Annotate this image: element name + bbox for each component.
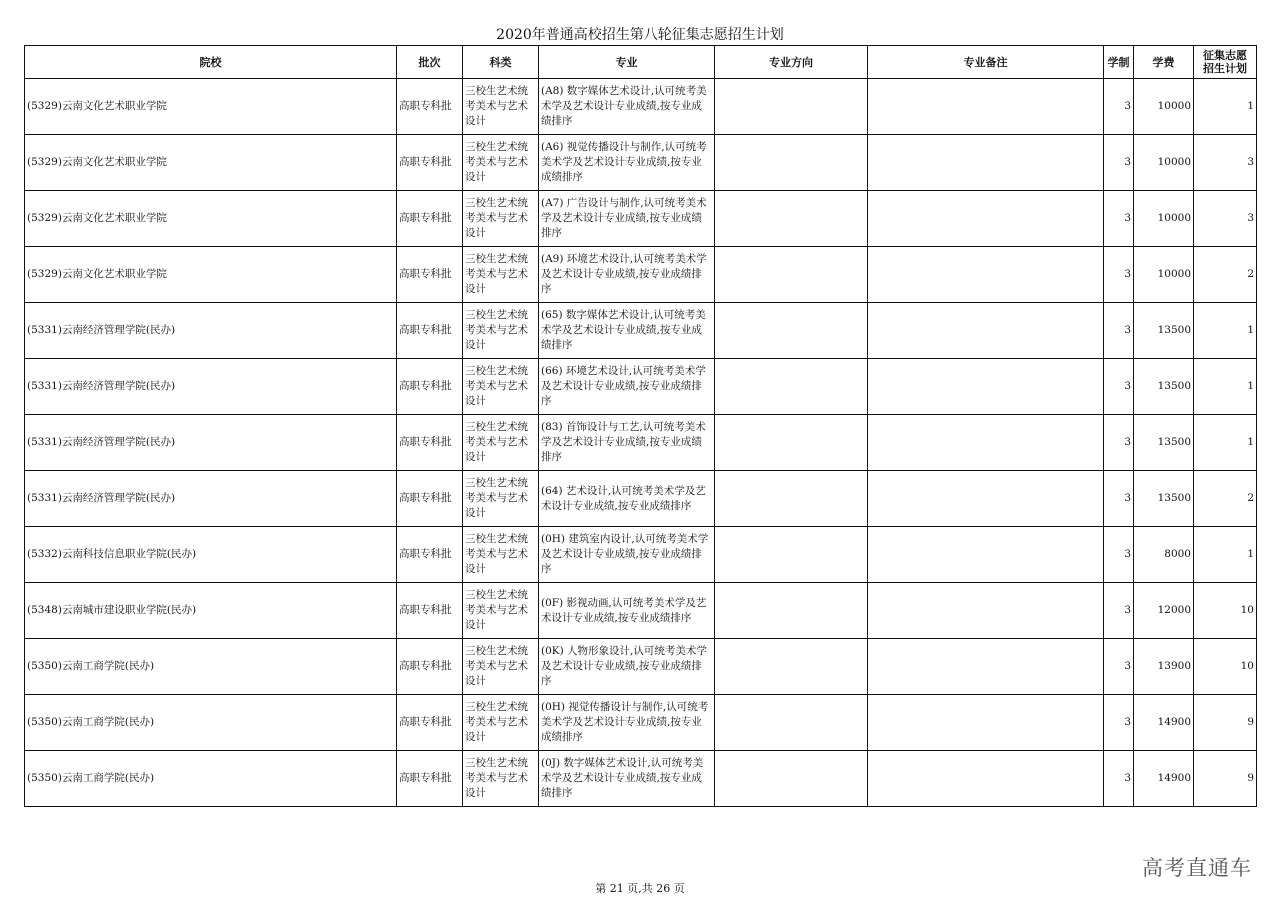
cell-fee: 13500	[1134, 359, 1194, 415]
cell-category: 三校生艺术统考美术与艺术设计	[463, 79, 539, 135]
cell-remark	[868, 359, 1104, 415]
cell-batch: 高职专科批	[397, 359, 463, 415]
cell-category: 三校生艺术统考美术与艺术设计	[463, 639, 539, 695]
cell-years: 3	[1104, 751, 1134, 807]
cell-direction	[715, 359, 868, 415]
cell-fee: 13500	[1134, 415, 1194, 471]
cell-school: (5331)云南经济管理学院(民办)	[25, 359, 397, 415]
cell-years: 3	[1104, 695, 1134, 751]
cell-fee: 10000	[1134, 135, 1194, 191]
table-header-row	[25, 46, 1257, 79]
cell-batch: 高职专科批	[397, 415, 463, 471]
cell-school: (5350)云南工商学院(民办)	[25, 751, 397, 807]
cell-batch: 高职专科批	[397, 79, 463, 135]
cell-plan: 1	[1194, 527, 1257, 583]
cell-major: (0J) 数字媒体艺术设计,认可统考美术学及艺术设计专业成绩,按专业成绩排序	[539, 751, 715, 807]
cell-years: 3	[1104, 583, 1134, 639]
cell-years: 3	[1104, 415, 1134, 471]
cell-fee: 13500	[1134, 471, 1194, 527]
cell-years: 3	[1104, 191, 1134, 247]
cell-plan: 3	[1194, 191, 1257, 247]
header-years: 学制	[1104, 46, 1134, 79]
table-row	[25, 79, 1257, 135]
table-row	[25, 583, 1257, 639]
cell-years: 3	[1104, 471, 1134, 527]
cell-direction	[715, 191, 868, 247]
header-remark: 专业备注	[868, 46, 1104, 79]
cell-direction	[715, 247, 868, 303]
cell-plan: 2	[1194, 471, 1257, 527]
cell-school: (5329)云南文化艺术职业学院	[25, 191, 397, 247]
cell-major: (0H) 建筑室内设计,认可统考美术学及艺术设计专业成绩,按专业成绩排序	[539, 527, 715, 583]
cell-remark	[868, 191, 1104, 247]
cell-remark	[868, 471, 1104, 527]
cell-years: 3	[1104, 527, 1134, 583]
cell-remark	[868, 247, 1104, 303]
cell-batch: 高职专科批	[397, 527, 463, 583]
cell-batch: 高职专科批	[397, 191, 463, 247]
cell-fee: 10000	[1134, 79, 1194, 135]
cell-direction	[715, 471, 868, 527]
cell-plan: 9	[1194, 751, 1257, 807]
cell-fee: 10000	[1134, 191, 1194, 247]
cell-remark	[868, 303, 1104, 359]
cell-direction	[715, 527, 868, 583]
cell-category: 三校生艺术统考美术与艺术设计	[463, 415, 539, 471]
table-row	[25, 751, 1257, 807]
cell-major: (A6) 视觉传播设计与制作,认可统考美术学及艺术设计专业成绩,按专业成绩排序	[539, 135, 715, 191]
cell-direction	[715, 583, 868, 639]
cell-fee: 13900	[1134, 639, 1194, 695]
header-fee: 学费	[1134, 46, 1194, 79]
table-row	[25, 527, 1257, 583]
cell-years: 3	[1104, 135, 1134, 191]
cell-major: (0F) 影视动画,认可统考美术学及艺术设计专业成绩,按专业成绩排序	[539, 583, 715, 639]
cell-school: (5332)云南科技信息职业学院(民办)	[25, 527, 397, 583]
cell-years: 3	[1104, 359, 1134, 415]
table-row	[25, 247, 1257, 303]
cell-fee: 8000	[1134, 527, 1194, 583]
cell-batch: 高职专科批	[397, 135, 463, 191]
cell-remark	[868, 695, 1104, 751]
cell-plan: 10	[1194, 583, 1257, 639]
cell-plan: 1	[1194, 303, 1257, 359]
cell-category: 三校生艺术统考美术与艺术设计	[463, 135, 539, 191]
cell-years: 3	[1104, 79, 1134, 135]
cell-school: (5331)云南经济管理学院(民办)	[25, 415, 397, 471]
cell-batch: 高职专科批	[397, 583, 463, 639]
cell-school: (5331)云南经济管理学院(民办)	[25, 471, 397, 527]
cell-major: (66) 环境艺术设计,认可统考美术学及艺术设计专业成绩,按专业成绩排序	[539, 359, 715, 415]
cell-category: 三校生艺术统考美术与艺术设计	[463, 695, 539, 751]
cell-fee: 12000	[1134, 583, 1194, 639]
cell-major: (0K) 人物形象设计,认可统考美术学及艺术设计专业成绩,按专业成绩排序	[539, 639, 715, 695]
cell-fee: 14900	[1134, 751, 1194, 807]
cell-major: (64) 艺术设计,认可统考美术学及艺术设计专业成绩,按专业成绩排序	[539, 471, 715, 527]
header-major: 专业	[539, 46, 715, 79]
cell-years: 3	[1104, 247, 1134, 303]
cell-remark	[868, 751, 1104, 807]
cell-plan: 9	[1194, 695, 1257, 751]
cell-major: (A8) 数字媒体艺术设计,认可统考美术学及艺术设计专业成绩,按专业成绩排序	[539, 79, 715, 135]
cell-direction	[715, 303, 868, 359]
cell-direction	[715, 79, 868, 135]
cell-remark	[868, 415, 1104, 471]
cell-batch: 高职专科批	[397, 695, 463, 751]
cell-school: (5350)云南工商学院(民办)	[25, 639, 397, 695]
cell-remark	[868, 583, 1104, 639]
cell-plan: 2	[1194, 247, 1257, 303]
cell-plan: 1	[1194, 79, 1257, 135]
header-plan-line1: 征集志愿	[1203, 49, 1247, 62]
page-number: 第 21 页,共 26 页	[595, 882, 685, 895]
table-row	[25, 359, 1257, 415]
cell-category: 三校生艺术统考美术与艺术设计	[463, 247, 539, 303]
cell-remark	[868, 79, 1104, 135]
cell-batch: 高职专科批	[397, 471, 463, 527]
cell-plan: 1	[1194, 359, 1257, 415]
cell-direction	[715, 415, 868, 471]
table-row	[25, 695, 1257, 751]
cell-category: 三校生艺术统考美术与艺术设计	[463, 191, 539, 247]
cell-school: (5348)云南城市建设职业学院(民办)	[25, 583, 397, 639]
cell-category: 三校生艺术统考美术与艺术设计	[463, 527, 539, 583]
table-row	[25, 471, 1257, 527]
cell-remark	[868, 527, 1104, 583]
cell-batch: 高职专科批	[397, 247, 463, 303]
cell-direction	[715, 639, 868, 695]
cell-major: (A9) 环境艺术设计,认可统考美术学及艺术设计专业成绩,按专业成绩排序	[539, 247, 715, 303]
cell-category: 三校生艺术统考美术与艺术设计	[463, 471, 539, 527]
header-plan-line2: 招生计划	[1203, 62, 1247, 75]
cell-batch: 高职专科批	[397, 751, 463, 807]
cell-fee: 13500	[1134, 303, 1194, 359]
cell-school: (5329)云南文化艺术职业学院	[25, 247, 397, 303]
cell-major: (65) 数字媒体艺术设计,认可统考美术学及艺术设计专业成绩,按专业成绩排序	[539, 303, 715, 359]
cell-direction	[715, 135, 868, 191]
cell-school: (5331)云南经济管理学院(民办)	[25, 303, 397, 359]
cell-plan: 1	[1194, 415, 1257, 471]
header-direction: 专业方向	[715, 46, 868, 79]
cell-category: 三校生艺术统考美术与艺术设计	[463, 359, 539, 415]
cell-direction	[715, 695, 868, 751]
table-row	[25, 639, 1257, 695]
table-row	[25, 191, 1257, 247]
cell-plan: 10	[1194, 639, 1257, 695]
cell-years: 3	[1104, 303, 1134, 359]
cell-direction	[715, 751, 868, 807]
page-title: 2020年普通高校招生第八轮征集志愿招生计划	[496, 27, 784, 43]
table-row	[25, 415, 1257, 471]
cell-category: 三校生艺术统考美术与艺术设计	[463, 303, 539, 359]
table-row	[25, 135, 1257, 191]
cell-category: 三校生艺术统考美术与艺术设计	[463, 583, 539, 639]
cell-batch: 高职专科批	[397, 303, 463, 359]
cell-school: (5329)云南文化艺术职业学院	[25, 79, 397, 135]
header-school: 院校	[25, 46, 397, 79]
cell-years: 3	[1104, 639, 1134, 695]
cell-remark	[868, 135, 1104, 191]
cell-major: (A7) 广告设计与制作,认可统考美术学及艺术设计专业成绩,按专业成绩排序	[539, 191, 715, 247]
watermark-logo-text: 高考直通车	[1142, 856, 1252, 880]
cell-plan: 3	[1194, 135, 1257, 191]
cell-major: (0H) 视觉传播设计与制作,认可统考美术学及艺术设计专业成绩,按专业成绩排序	[539, 695, 715, 751]
enrollment-plan-table	[24, 45, 1257, 807]
header-category: 科类	[463, 46, 539, 79]
cell-remark	[868, 639, 1104, 695]
cell-batch: 高职专科批	[397, 639, 463, 695]
cell-school: (5350)云南工商学院(民办)	[25, 695, 397, 751]
table-row	[25, 303, 1257, 359]
cell-fee: 14900	[1134, 695, 1194, 751]
cell-fee: 10000	[1134, 247, 1194, 303]
header-plan	[1194, 46, 1257, 79]
header-batch: 批次	[397, 46, 463, 79]
cell-school: (5329)云南文化艺术职业学院	[25, 135, 397, 191]
cell-category: 三校生艺术统考美术与艺术设计	[463, 751, 539, 807]
cell-major: (83) 首饰设计与工艺,认可统考美术学及艺术设计专业成绩,按专业成绩排序	[539, 415, 715, 471]
